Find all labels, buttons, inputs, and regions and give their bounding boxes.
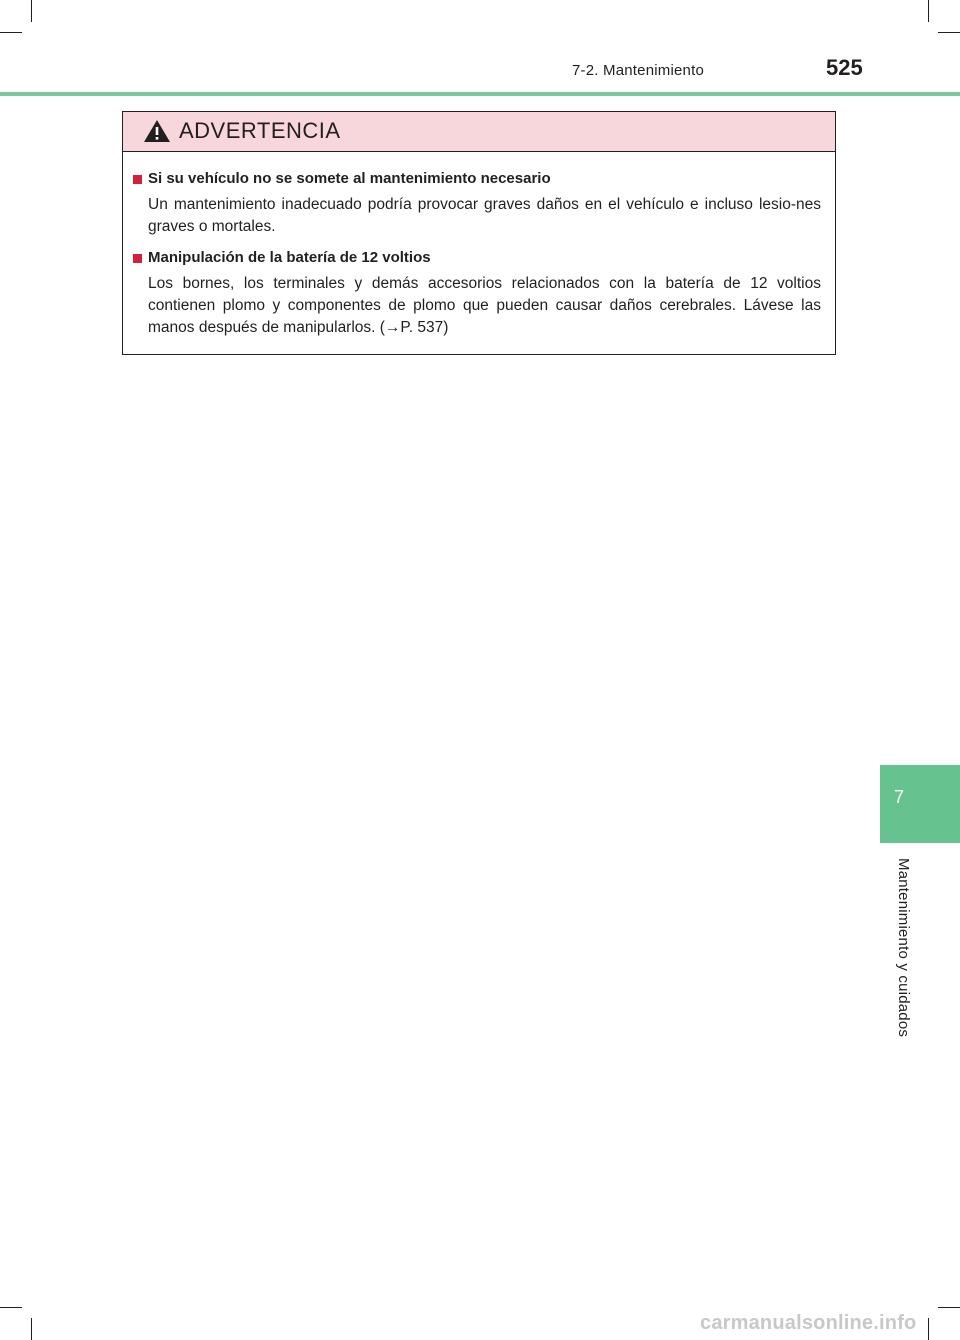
warning-item-heading-text: Si su vehículo no se somete al mantenimiento necesario bbox=[148, 170, 551, 187]
crop-mark bbox=[31, 1318, 32, 1340]
warning-item-heading bbox=[133, 247, 821, 269]
warning-item-text: Un mantenimiento inadecuado podría provocar graves daños en el vehículo e incluso lesio-nes graves o mortales. bbox=[148, 196, 821, 235]
crop-mark bbox=[938, 1307, 960, 1308]
crop-mark bbox=[0, 32, 22, 33]
crop-mark bbox=[0, 1307, 22, 1308]
red-square-bullet-icon bbox=[133, 254, 142, 263]
warning-title: ADVERTENCIA bbox=[179, 118, 341, 143]
warning-item-heading-text: Manipulación de la batería de 12 voltios bbox=[148, 249, 431, 266]
chapter-tab bbox=[880, 765, 960, 843]
warning-item-heading bbox=[133, 168, 821, 190]
watermark: carmanualsonline.info bbox=[700, 1312, 917, 1334]
crop-mark bbox=[938, 32, 960, 33]
warning-item-text: Los bornes, los terminales y demás accesorios relacionados con la batería de 12 voltios contienen plomo y componentes de plomo que pueden causar daños cerebrales. Lávese las manos después de manipularlos. (→P. 537) bbox=[148, 275, 821, 336]
warning-header bbox=[123, 112, 835, 152]
warning-body bbox=[123, 152, 835, 339]
crop-mark bbox=[928, 0, 929, 22]
chapter-label: Mantenimiento y cuidados bbox=[895, 858, 912, 1038]
header-rule bbox=[0, 92, 960, 96]
section-title: 7-2. Mantenimiento bbox=[572, 62, 705, 79]
chapter-number: 7 bbox=[893, 787, 904, 807]
warning-box bbox=[122, 111, 836, 355]
page-number: 525 bbox=[826, 55, 863, 80]
crop-mark bbox=[31, 0, 32, 22]
red-square-bullet-icon bbox=[133, 175, 142, 184]
crop-mark bbox=[928, 1318, 929, 1340]
warning-triangle-icon bbox=[143, 119, 171, 143]
